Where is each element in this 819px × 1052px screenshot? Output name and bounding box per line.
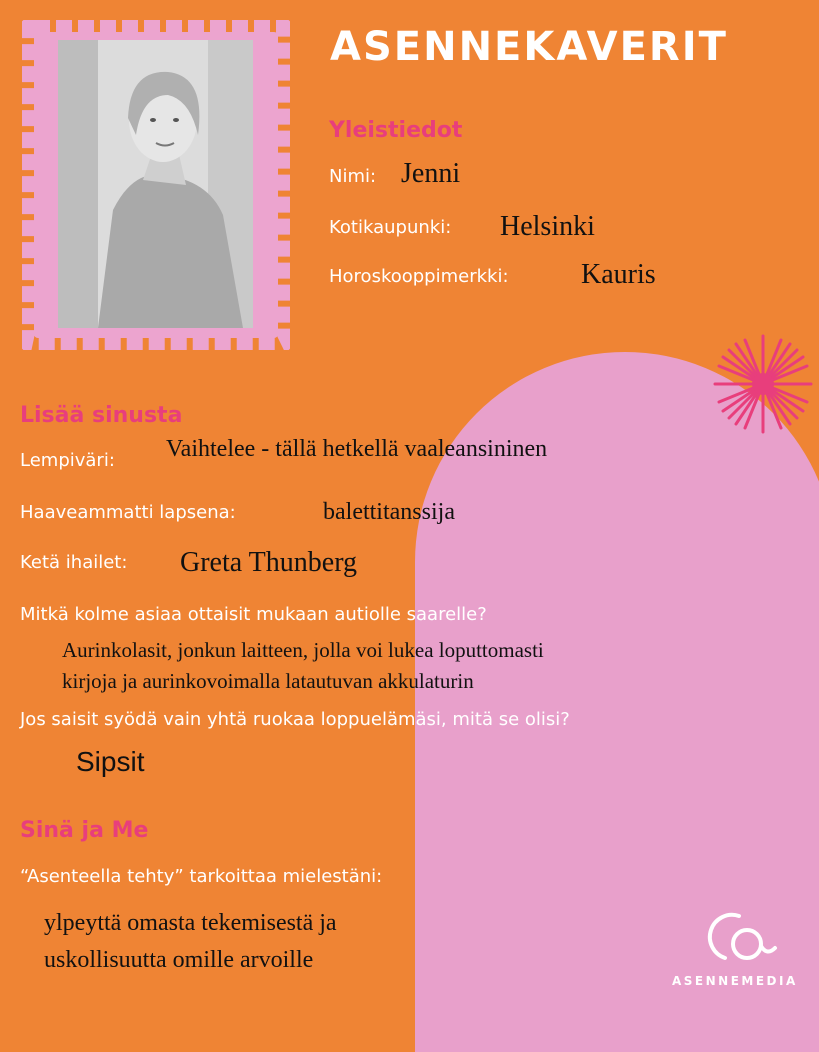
- us-answer-line1: ylpeyttä omasta tekemisestä ja: [44, 910, 337, 936]
- admire-value: Greta Thunberg: [180, 547, 358, 578]
- us-heading: Sinä ja Me: [20, 818, 149, 843]
- dream-label: Haaveammatti lapsena:: [20, 502, 236, 523]
- island-answer-line1: Aurinkolasit, jonkun laitteen, jolla voi lukea loputtomasti: [62, 638, 544, 662]
- sign-value: Kauris: [581, 259, 656, 290]
- more-heading: Lisää sinusta: [20, 403, 183, 428]
- starburst-icon: [713, 334, 813, 434]
- asennemedia-logo-icon: [695, 898, 785, 968]
- color-label: Lempiväri:: [20, 450, 115, 471]
- name-value: Jenni: [401, 158, 461, 189]
- food-question: Jos saisit syödä vain yhtä ruokaa loppuelämäsi, mitä se olisi?: [20, 709, 570, 730]
- us-statement: “Asenteella tehty” tarkoittaa mielestäni:: [20, 866, 383, 887]
- city-label: Kotikaupunki:: [329, 217, 452, 238]
- us-answer-line2: uskollisuutta omille arvoille: [44, 947, 314, 973]
- general-heading: Yleistiedot: [329, 118, 463, 143]
- city-value: Helsinki: [500, 211, 595, 242]
- sign-label: Horoskooppimerkki:: [329, 266, 509, 287]
- food-answer: Sipsit: [76, 746, 145, 777]
- island-question: Mitkä kolme asiaa ottaisit mukaan autiolle saarelle?: [20, 604, 487, 625]
- profile-photo: [58, 40, 253, 328]
- color-value: Vaihtelee - tällä hetkellä vaaleansininen: [166, 436, 548, 462]
- brand-logo-text: ASENNEMEDIA: [672, 974, 798, 988]
- dream-value: balettitanssija: [323, 499, 455, 525]
- person-silhouette-icon: [58, 40, 253, 328]
- name-label: Nimi:: [329, 166, 377, 187]
- page-title: ASENNEKAVERIT: [330, 24, 728, 70]
- island-answer-line2: kirjoja ja aurinkovoimalla latautuvan akkulaturin: [62, 669, 474, 693]
- admire-label: Ketä ihailet:: [20, 552, 128, 573]
